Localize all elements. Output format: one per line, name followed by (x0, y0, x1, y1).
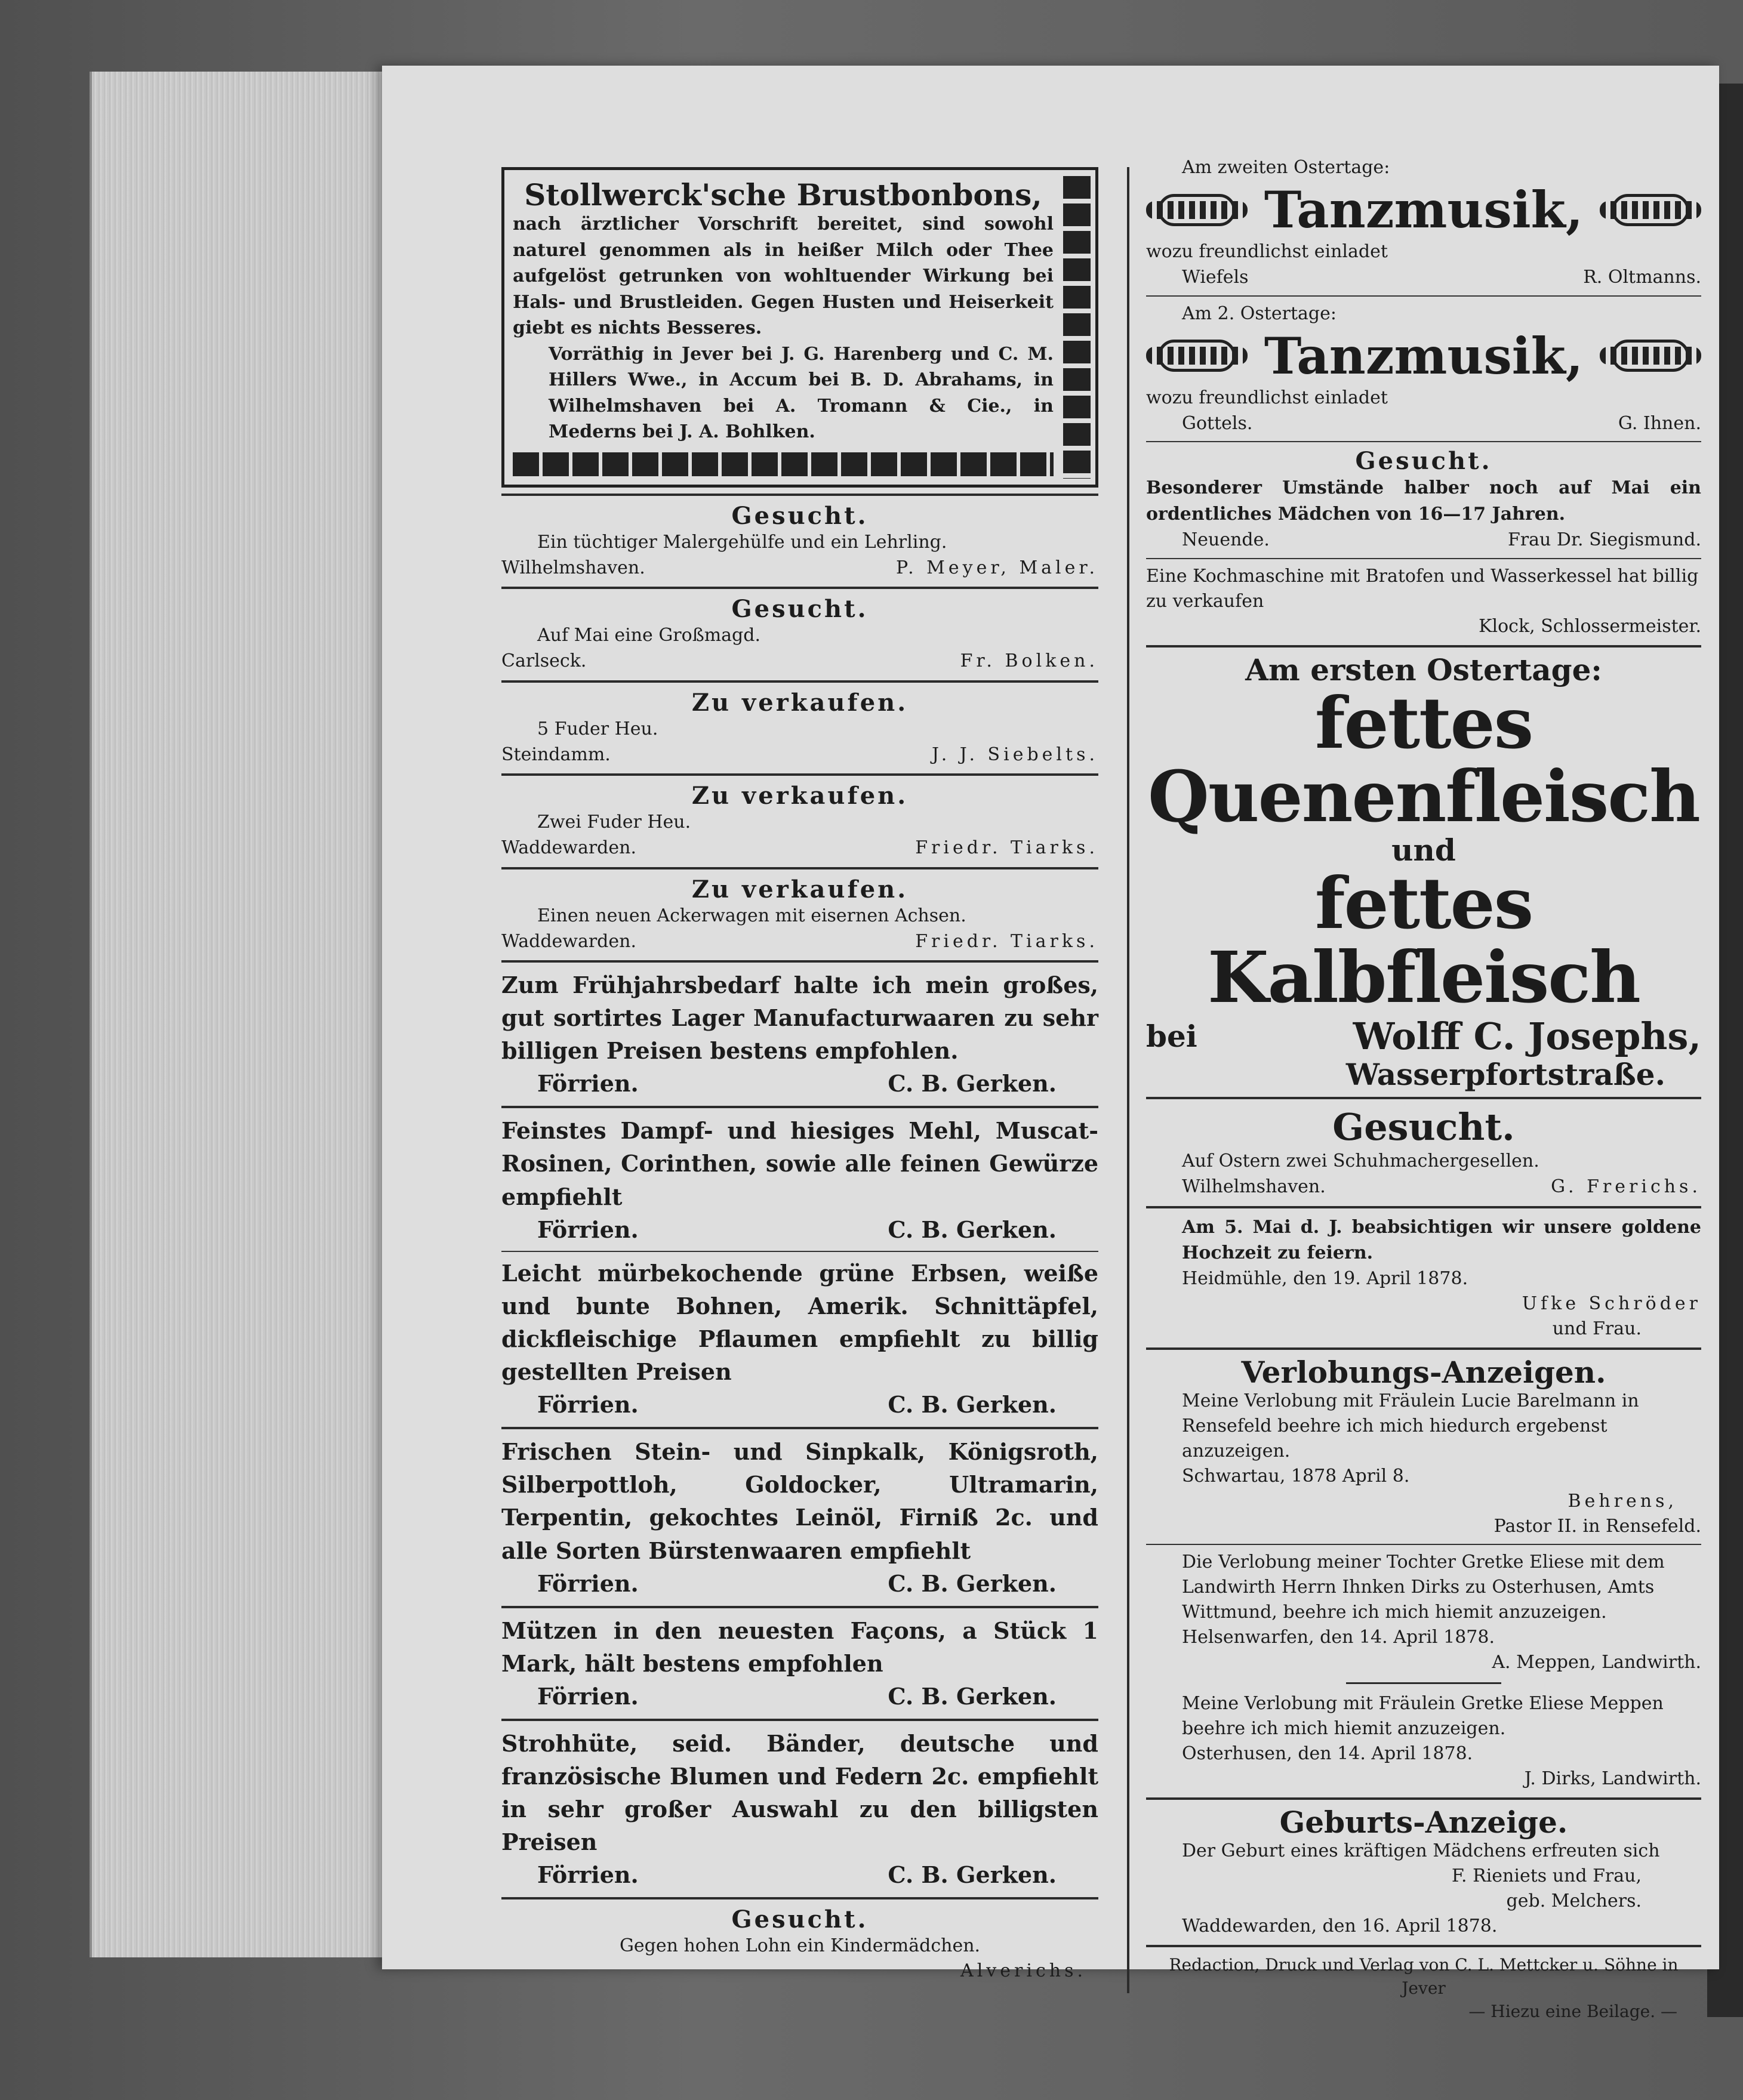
gerken-ad-text: Zum Frühjahrsbedarf halte ich mein großes, gut sortirtes Lager Manufacturwaaren zu sehr billigen Preisen bestens empfohlen. (501, 972, 1098, 1065)
divider (501, 587, 1098, 589)
ad-signature (501, 648, 1098, 674)
verlobung-text1: Meine Verlobung mit Fräulein Lucie Barelmann in Rensefeld beehre ich mich hiedurch ergebenst anzuzeigen. (1182, 1390, 1639, 1461)
ad-text: Eine Kochmaschine mit Bratofen und Wasserkessel hat billig zu verkaufen (1146, 565, 1699, 612)
divider (501, 773, 1098, 776)
verlobung-text3: Meine Verlobung mit Fräulein Gretke Eliese Meppen beehre ich mich hiemit anzuzeigen. (1182, 1692, 1664, 1739)
ad-place: Wilhelmshaven. (1182, 1176, 1326, 1198)
divider (501, 1897, 1098, 1899)
ad-place: Carlseck. (501, 650, 587, 671)
ad-text: 5 Fuder Heu. (537, 718, 658, 739)
ad-text: Auf Mai eine Großmagd. (537, 625, 761, 646)
ad-name: Klock, Schlossermeister. (1479, 615, 1701, 637)
ad-text: Ein tüchtiger Malergehülfe und ein Lehrling. (537, 531, 947, 553)
hochzeit-date: Heidmühle, den 19. April 1878. (1182, 1268, 1468, 1289)
gerken-ad-text: Feinstes Dampf- und hiesiges Mehl, Muscat-Rosinen, Corinthen, sowie alle feinen Gewürze empfiehlt (501, 1117, 1098, 1210)
ad-text: Einen neuen Ackerwagen mit eisernen Achsen. (537, 905, 966, 926)
ornament-right-icon (1600, 335, 1701, 377)
verlobung-name3: J. Dirks, Landwirth. (1524, 1768, 1701, 1789)
ad-title: Gesucht. (731, 501, 869, 530)
ad-place: Wilhelmshaven. (501, 557, 645, 578)
gerken-signature (501, 1858, 1098, 1891)
fleisch-line2: fettes Kalbfleisch (1208, 862, 1640, 1019)
ornament-left-icon (1146, 335, 1248, 377)
ad-name: Friedr. Tiarks. (915, 930, 1098, 952)
divider (501, 1606, 1098, 1608)
ad-place: Förrien. (537, 1861, 639, 1889)
imprint: Redaction, Druck und Verlag von C. L. Mettcker u. Söhne in Jever (1169, 1954, 1679, 1998)
ad-signature (1146, 527, 1701, 553)
ad-place: Förrien. (537, 1569, 639, 1597)
divider (1146, 1347, 1701, 1350)
dance-invite: wozu freundlichst einladet (1146, 387, 1388, 408)
ad-place: Förrien. (537, 1682, 639, 1710)
ad-name: G. Ihnen. (1618, 412, 1701, 434)
divider (1146, 558, 1701, 559)
divider (1146, 295, 1701, 297)
verlobung-date1: Schwartau, 1878 April 8. (1182, 1465, 1410, 1487)
verlobung-date2: Helsenwarfen, den 14. April 1878. (1182, 1626, 1495, 1648)
ad-name: C. B. Gerken. (888, 1070, 1057, 1097)
ad-signature (501, 555, 1098, 581)
hochzeit-name1: Ufke Schröder (1522, 1293, 1701, 1314)
divider (1146, 1945, 1701, 1947)
ad-name: P. Meyer, Maler. (895, 557, 1098, 578)
fleisch-pre: Am ersten Ostertage: (1245, 652, 1602, 687)
book-page-edges (90, 72, 400, 1957)
divider (1146, 1544, 1701, 1545)
ad-border-strip (1063, 176, 1091, 479)
ad-place: Förrien. (537, 1216, 639, 1243)
geburt-name1: F. Rieniets und Frau, (1451, 1865, 1642, 1886)
right-column (1146, 155, 1701, 2023)
newspaper-page (382, 66, 1719, 2021)
ad-signature (501, 742, 1098, 768)
ad-signature (501, 929, 1098, 955)
hochzeit-text: Am 5. Mai d. J. beabsichtigen wir unsere goldene Hochzeit zu feiern. (1182, 1216, 1701, 1264)
stollwerck-title: Stollwerck'sche Brustbonbons, (524, 177, 1042, 212)
ad-place: Waddewarden. (501, 837, 636, 858)
ad-place: Neuende. (1182, 529, 1270, 550)
dance-pre: Am zweiten Ostertage: (1182, 157, 1390, 178)
ad-name: R. Oltmanns. (1583, 267, 1701, 288)
geburt-title: Geburts-Anzeige. (1279, 1804, 1568, 1840)
divider (1146, 1797, 1701, 1800)
divider (501, 680, 1098, 683)
dance-heading (1146, 326, 1701, 386)
gerken-signature (501, 1388, 1098, 1421)
gerken-signature (501, 1680, 1098, 1713)
ad-signature (501, 835, 1098, 861)
stollwerck-stockists: Vorräthig in Jever bei J. G. Harenberg und C. M. Hillers Wwe., in Accum bei B. D. Abrahams, in Wilhelmshaven bei A. Tromann & Cie., in Mederns bei J. A. Bohlken. (549, 343, 1054, 442)
left-column (501, 167, 1098, 1984)
fleisch-firm-row (1146, 1014, 1701, 1058)
divider (1146, 1206, 1701, 1208)
ornament-left-icon (1146, 189, 1248, 231)
ad-name: J. J. Siebelts. (932, 744, 1098, 765)
ad-text: Zwei Fuder Heu. (537, 812, 691, 832)
ad-title: Zu verkaufen. (691, 875, 909, 903)
ad-name: C. B. Gerken. (888, 1861, 1057, 1889)
ad-name: Frau Dr. Siegismund. (1508, 529, 1701, 550)
gerken-signature (501, 1567, 1098, 1600)
divider (1146, 1097, 1701, 1099)
dance-title: Tanzmusik, (1264, 180, 1584, 239)
verlobung-text2: Die Verlobung meiner Tochter Gretke Eliese mit dem Landwirth Herrn Ihnken Dirks zu Osterhusen, Amts Wittmund, beehre ich mich hiemit anzuzeigen. (1182, 1551, 1665, 1623)
fleisch-firm: Wolff C. Josephs, (1353, 1014, 1701, 1059)
ad-name: G. Frerichs. (1551, 1176, 1701, 1198)
gerken-ad-text: Leicht mürbekochende grüne Erbsen, weiße und bunte Bohnen, Amerik. Schnittäpfel, dickfleischige Pflaumen empfiehlt zu billig gestellten Preisen (501, 1259, 1098, 1386)
ad-text: Auf Ostern zwei Schuhmachergesellen. (1182, 1151, 1539, 1172)
gerken-signature (501, 1213, 1098, 1246)
verlobung-name2: A. Meppen, Landwirth. (1492, 1651, 1701, 1673)
gerken-ad-text: Strohhüte, seid. Bänder, deutsche und französische Blumen und Federn 2c. empfiehlt in sehr großer Auswahl zu den billigsten Preisen (501, 1729, 1098, 1856)
ad-title: Gesucht. (1332, 1105, 1515, 1149)
ad-name: C. B. Gerken. (888, 1391, 1057, 1418)
dance-signature (1146, 411, 1701, 437)
gerken-ad-text: Mützen in den neuesten Façons, a Stück 1 Mark, hält bestens empfohlen (501, 1617, 1098, 1677)
ornament-right-icon (1600, 189, 1701, 231)
fleisch-und: und (1391, 832, 1456, 868)
ad-place: Gottels. (1182, 412, 1253, 434)
ad-place: Förrien. (537, 1391, 639, 1418)
divider (1346, 1682, 1501, 1684)
stollwerck-ad (501, 167, 1098, 488)
ad-title: Gesucht. (731, 595, 869, 623)
divider (501, 867, 1098, 869)
ad-name: Alverichs. (960, 1960, 1086, 1982)
stollwerck-body: nach ärztlicher Vorschrift bereitet, sind sowohl naturel genommen als in heißer Milch oder Thee aufgelöst getrunken von wohltuender Wirkung bei Hals- und Brustleiden. Gegen Husten und Heiserkeit giebt es nichts Besseres. (513, 214, 1054, 338)
ad-place: Wiefels (1182, 267, 1249, 288)
fleisch-bei: bei (1146, 1019, 1197, 1054)
gerken-ad-text: Frischen Stein- und Sinpkalk, Königsroth, Silberpottloh, Goldocker, Ultramarin, Terpentin, gekochtes Leinöl, Firniß 2c. und alle Sorten Bürstenwaaren empfiehlt (501, 1438, 1098, 1564)
ad-place: Förrien. (537, 1070, 639, 1097)
divider (501, 1719, 1098, 1721)
divider (501, 960, 1098, 963)
ad-place: Steindamm. (501, 744, 611, 765)
gerken-signature (501, 1067, 1098, 1100)
ad-text: Gegen hohen Lohn ein Kindermädchen. (619, 1935, 981, 1957)
verlobung-date3: Osterhusen, den 14. April 1878. (1182, 1743, 1473, 1764)
hochzeit-name2: und Frau. (1552, 1318, 1642, 1339)
verlobung-name1b: Pastor II. in Rensefeld. (1493, 1515, 1701, 1537)
geburt-text: Der Geburt eines kräftigen Mädchens erfreuten sich (1182, 1840, 1660, 1861)
ad-name: Friedr. Tiarks. (915, 837, 1098, 858)
divider (1146, 441, 1701, 442)
divider (501, 1251, 1098, 1252)
ad-title: Gesucht. (1355, 447, 1492, 475)
verlobung-name1a: Behrens, (1568, 1490, 1677, 1512)
dance-heading (1146, 180, 1701, 239)
divider (501, 1106, 1098, 1108)
ad-border-bottom (513, 452, 1054, 476)
supplement-note: — Hiezu eine Beilage. — (1468, 2001, 1677, 2021)
divider (501, 494, 1098, 496)
ad-name: C. B. Gerken. (888, 1569, 1057, 1597)
divider (1146, 645, 1701, 647)
geburt-date: Waddewarden, den 16. April 1878. (1182, 1915, 1498, 1936)
ad-title: Gesucht. (731, 1905, 869, 1934)
verlobung-title: Verlobungs-Anzeigen. (1241, 1354, 1606, 1390)
dance-title: Tanzmusik, (1264, 326, 1584, 386)
ad-signature (1146, 1174, 1701, 1200)
ad-name: C. B. Gerken. (888, 1216, 1057, 1243)
ad-title: Zu verkaufen. (691, 688, 909, 717)
ad-text: Besonderer Umstände halber noch auf Mai ein ordentliches Mädchen von 16—17 Jahren. (1146, 477, 1701, 525)
ad-place: Waddewarden. (501, 930, 636, 952)
divider (501, 1427, 1098, 1429)
ad-title: Zu verkaufen. (691, 782, 909, 810)
dance-pre: Am 2. Ostertage: (1182, 303, 1336, 324)
dance-invite: wozu freundlichst einladet (1146, 241, 1388, 262)
column-divider (1127, 167, 1129, 1993)
fleisch-line1: fettes Quenenfleisch (1148, 681, 1699, 838)
ad-name: Fr. Bolken. (960, 650, 1098, 671)
geburt-name2: geb. Melchers. (1506, 1890, 1642, 1911)
fleisch-street: Wasserpfortstraße. (1345, 1057, 1665, 1093)
dance-signature (1146, 264, 1701, 291)
ad-name: C. B. Gerken. (888, 1682, 1057, 1710)
